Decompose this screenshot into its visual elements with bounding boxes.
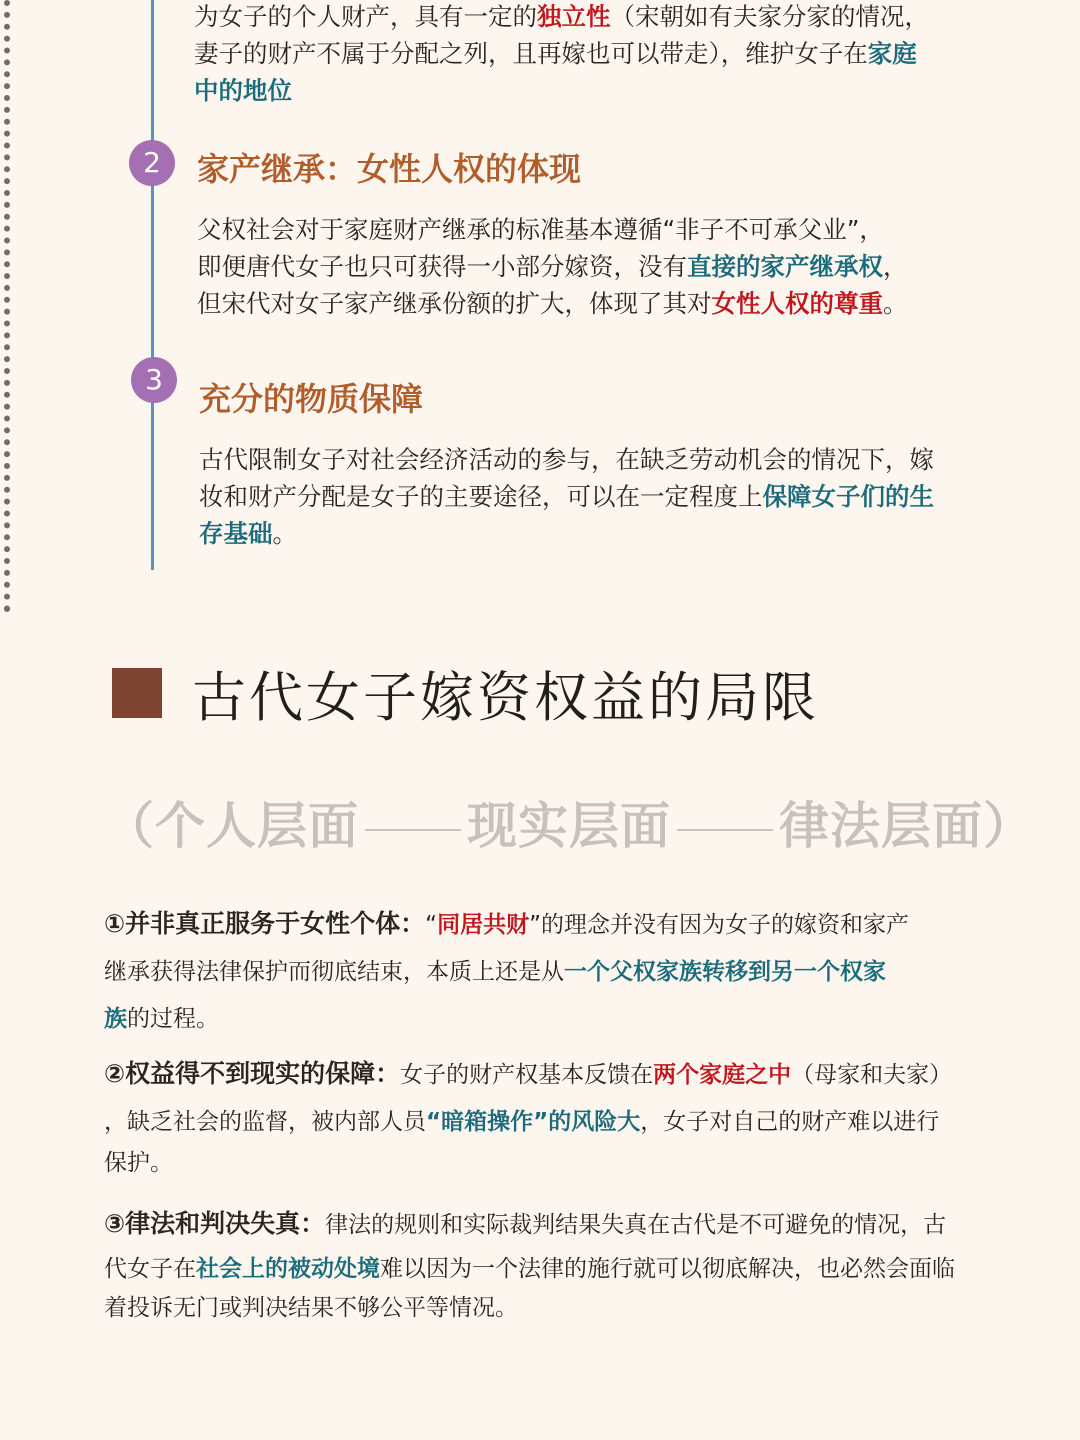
level-law: 律法层面: [779, 797, 983, 855]
point-text: 代女子在: [104, 1256, 196, 1282]
levels-dash: [365, 829, 461, 831]
highlight-women-rights: 女性人权的尊重: [711, 289, 883, 318]
point-heading: ②权益得不到现实的保障：: [104, 1059, 401, 1088]
highlight-patriarchal-transfer: 族: [104, 1006, 127, 1032]
section-title: 古代女子嫁资权益的局限: [192, 666, 819, 729]
levels-paren: （: [104, 797, 155, 855]
item-text: 。: [272, 519, 297, 548]
highlight-patriarchal-transfer: 一个父权家族转移到另一个权家: [564, 959, 886, 985]
timeline-line: [151, 0, 154, 570]
section-marker-square: [112, 668, 162, 718]
level-personal: 个人层面: [155, 797, 359, 855]
point-text: ，缺乏社会的监督，被内部人员: [104, 1109, 426, 1135]
highlight-survival-basis: 保障女子们的生: [762, 482, 934, 511]
item-text: 即便唐代女子也只可获得一小部分嫁资，没有: [197, 252, 687, 281]
point-text: 保护。: [104, 1150, 173, 1176]
item-number-badge: 2: [129, 140, 175, 186]
highlight-survival-basis: 存基础: [199, 519, 273, 548]
point-text: 律法的规则和实际裁判结果失真在古代是不可避免的情况，古: [325, 1212, 947, 1238]
highlight-family-status: 家庭: [867, 39, 917, 68]
point-text: ，女子对自己的财产难以进行: [640, 1109, 940, 1135]
point-text: 女子的财产权基本反馈在: [400, 1062, 654, 1088]
highlight-blackbox-risk: “暗箱操作”的风险大: [426, 1109, 641, 1135]
item-text: 父权社会对于家庭财产继承的标准基本遵循“非子不可承父业”，: [197, 215, 884, 244]
highlight-two-families: 两个家庭之中: [653, 1062, 792, 1088]
point-text: 继承获得法律保护而彻底结束，本质上还是从: [104, 959, 564, 985]
intro-text: （宋朝如有夫家分家的情况，: [610, 2, 929, 31]
highlight-passive-situation: 社会上的被动处境: [196, 1256, 380, 1282]
highlight-inheritance-right: 直接的家产继承权: [687, 252, 883, 281]
highlight-independence: 独立性: [537, 2, 611, 31]
item-title: 家产继承：女性人权的体现: [197, 150, 582, 188]
item-number-badge: 3: [131, 357, 177, 403]
intro-paragraph: [194, 0, 1014, 109]
point-text: “: [425, 912, 438, 938]
highlight-family-status: 中的地位: [194, 76, 292, 105]
point-text: 着投诉无门或判决结果不够公平等情况。: [104, 1295, 518, 1321]
intro-text: 为女子的个人财产，具有一定的: [194, 2, 537, 31]
point-text: 的过程。: [127, 1006, 219, 1032]
point-text: 难以因为一个法律的施行就可以彻底解决，也必然会面临: [380, 1256, 955, 1282]
item-title: 充分的物质保障: [199, 380, 424, 418]
limitation-point-2: [104, 1051, 1024, 1180]
item-text: ，: [883, 252, 908, 281]
level-reality: 现实层面: [467, 797, 671, 855]
point-text: （母家和夫家）: [791, 1062, 953, 1088]
highlight-shared-property: 同居共财: [437, 912, 530, 938]
intro-text: 妻子的财产不属于分配之列，且再嫁也可以带走），维护女子在: [194, 39, 868, 68]
dotted-frame-border: [4, 0, 12, 612]
point-text: ”的理念并没有因为女子的嫁资和家产: [529, 912, 910, 938]
item-paragraph: [199, 441, 1019, 552]
item-text: 但宋代对女子家产继承份额的扩大，体现了其对: [197, 289, 712, 318]
item-text: 妆和财产分配是女子的主要途径，可以在一定程度上: [199, 482, 763, 511]
item-text: 古代限制女子对社会经济活动的参与，在缺乏劳动机会的情况下，嫁: [199, 445, 934, 474]
levels-subheading: [104, 786, 1034, 858]
item-paragraph: [197, 211, 1017, 322]
levels-paren: ）: [983, 797, 1034, 855]
limitation-point-1: [104, 900, 1024, 1043]
item-text: 。: [883, 289, 908, 318]
levels-dash: [677, 829, 773, 831]
point-heading: ①并非真正服务于女性个体：: [104, 909, 426, 938]
point-heading: ③律法和判决失真：: [104, 1209, 326, 1238]
limitation-point-3: [104, 1202, 1024, 1325]
